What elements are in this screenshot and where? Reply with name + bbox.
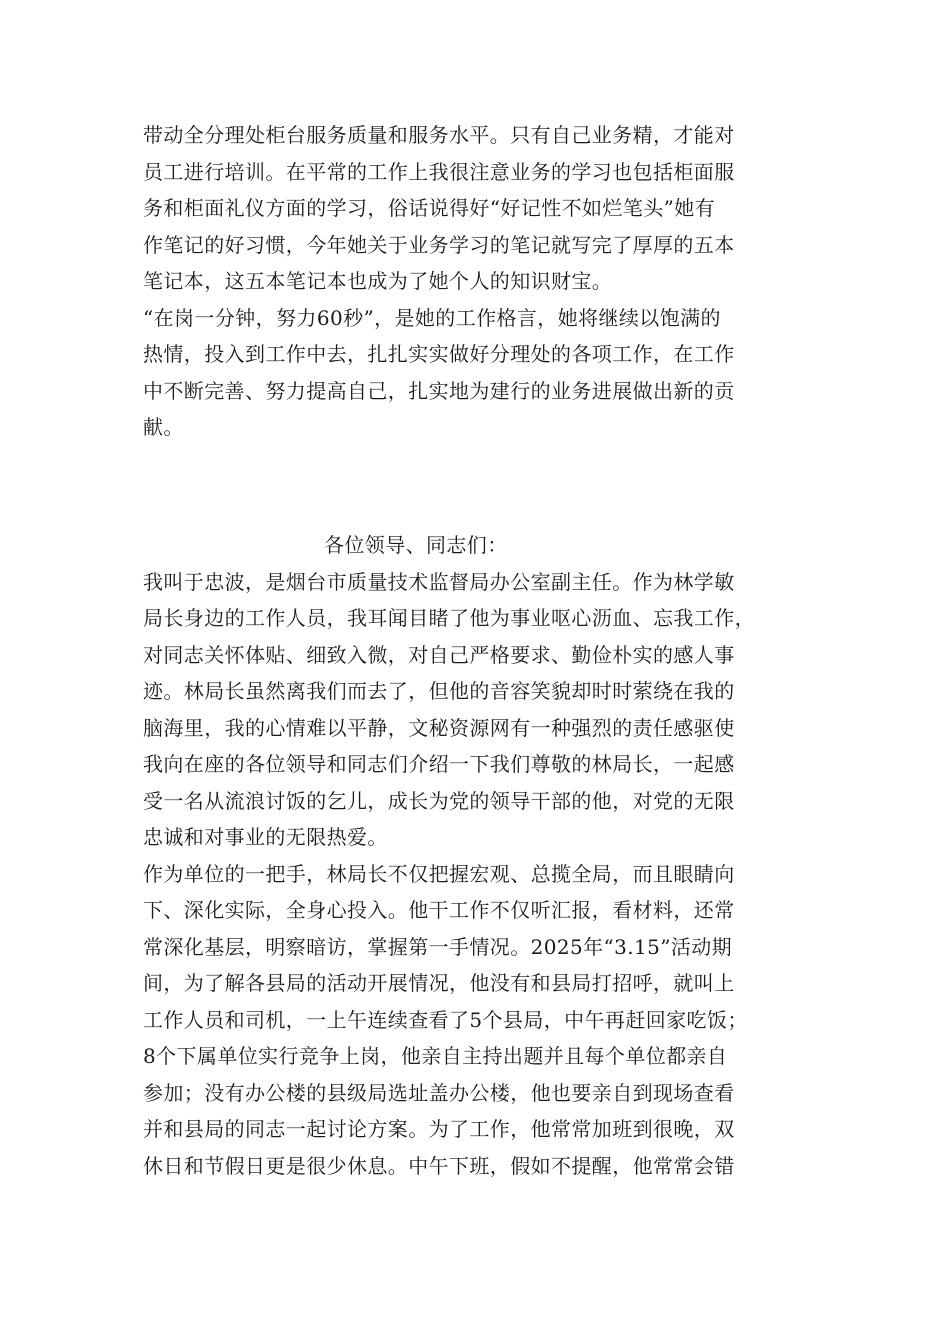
text-line: 员工进行培训。在平常的工作上我很注意业务的学习也包括柜面服 [143,159,735,184]
salutation: 各位领导、同志们： [324,533,508,557]
text-line: 中不断完善、努力提高自己，扎实地为建行的业务进展做出新的贡 [143,378,735,403]
paragraph-block-1 [143,117,823,446]
text-line: 作为单位的一把手，林局长不仅把握宏观、总揽全局，而且眼睛向 [143,861,735,886]
text-line: 热情，投入到工作中去，扎扎实实做好分理处的各项工作，在工作 [143,342,735,366]
text-line: 并和县局的同志一起讨论方案。为了工作，他常常加班到很晚，双 [143,1117,735,1141]
text-line: 我向在座的各位领导和同志们介绍一下我们尊敬的林局长，一起感 [143,752,735,776]
text-line: “在岗一分钟，努力60秒”，是她的工作格言，她将继续以饱满的 [143,305,721,330]
text-line: 迹。林局长虽然离我们而去了，但他的音容笑貌却时时萦绕在我的 [143,679,735,703]
text-line: 局长身边的工作人员，我耳闻目睹了他为事业呕心沥血、忘我工作， [143,606,755,630]
text-line: 忠诚和对事业的无限热爱。 [143,825,388,849]
text-line: 务和柜面礼仪方面的学习，俗话说得好“好记性不如烂笔头”她有 [143,196,716,220]
text-line: 带动全分理处柜台服务质量和服务水平。只有自己业务精，才能对 [143,123,735,147]
text-line: 休日和节假日更是很少休息。中午下班，假如不提醒，他常常会错 [143,1153,735,1178]
text-line: 笔记本，这五本笔记本也成为了她个人的知识财宝。 [143,269,613,293]
paragraph-block-2 [143,527,823,1184]
text-line: 脑海里，我的心情难以平静，文秘资源网有一种强烈的责任感驱使 [143,715,735,740]
text-line: 工作人员和司机，一上午连续查看了5个县局，中午再赶回家吃饭； [143,1007,748,1032]
text-line: 对同志关怀体贴、细致入微，对自己严格要求、勤俭朴实的感人事 [143,642,735,667]
text-line: 间，为了解各县局的活动开展情况，他没有和县局打招呼，就叫上 [143,971,735,995]
text-line: 受一名从流浪讨饭的乞儿，成长为党的领导干部的他，对党的无限 [143,788,735,813]
text-line: 参加；没有办公楼的县级局选址盖办公楼，他也要亲自到现场查看 [143,1080,735,1105]
text-line: 下、深化实际，全身心投入。他干工作不仅听汇报，看材料，还常 [143,898,735,922]
text-line: 常深化基层，明察暗访，掌握第一手情况。2025年“3.15”活动期 [143,934,733,959]
text-line: 8个下属单位实行竞争上岗，他亲自主持出题并且每个单位都亲自 [143,1044,728,1068]
text-line: 作笔记的好习惯，今年她关于业务学习的笔记就写完了厚厚的五本 [143,232,735,257]
text-line: 我叫于忠波，是烟台市质量技术监督局办公室副主任。作为林学敏 [143,569,735,594]
text-line: 献。 [143,415,184,439]
